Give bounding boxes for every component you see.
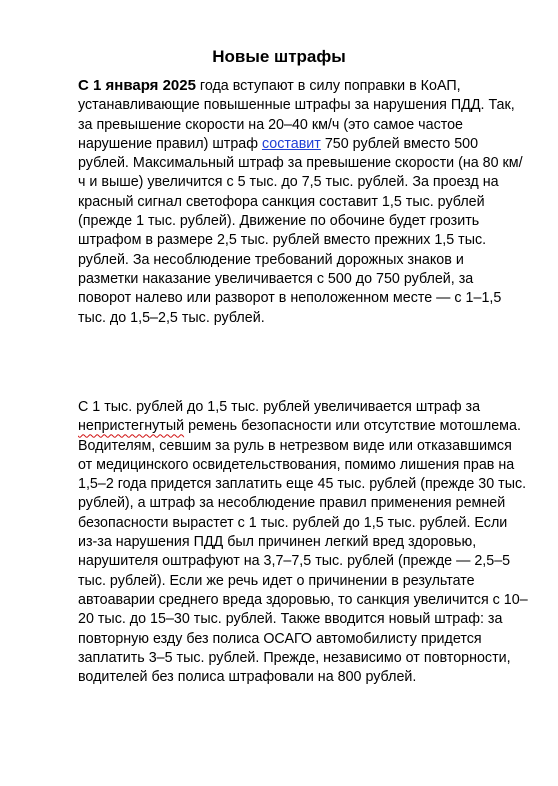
document-title: Новые штрафы [212, 47, 346, 66]
paragraph-1-lead: С 1 января 2025 [78, 77, 196, 94]
sostavit-link[interactable]: составит [261, 135, 321, 152]
paragraph-1 [78, 76, 528, 328]
spellcheck-flagged-word[interactable]: непристегнутый [78, 418, 185, 435]
paragraph-2-text-start: С 1 тыс. рублей до 1,5 тыс. рублей увеличивается штраф за [78, 399, 481, 415]
paragraph-2-text-end: ремень безопасности или отсутствие мотошлема. Водителям, севшим за руль в нетрезвом виде или отказавшимся от медицинского освидетельствования, помимо лишения прав на 1,5–2 года придется заплатить еще 45 тыс. рублей (прежде 30 тыс. рублей), а штраф за несоблюдение правил применения ремней безопасности вырастет с 1 тыс. рублей до 1,5 тыс. рублей. Если из-за нарушения ПДД был причинен легкий вред здоровью, нарушителя оштрафуют на 3,7–7,5 тыс. рублей (прежде — 2,5–5 тыс. рублей). Если же речь идет о причинении в результате автоаварии среднего вреда здоровью, то санкция увеличится с 10–20 тыс. до 15–30 тыс. рублей. Также вводится новый штраф: за повторную езду без полиса ОСАГО автомобилисту придется заплатить 3–5 тыс. рублей. Прежде, независимо от повторности, водителей без полиса штрафовали на 800 рублей. [78, 418, 528, 686]
paragraph-1-text-end: 750 рублей вместо 500 рублей. Максимальный штраф за превышение скорости (на 80 км/ч и выше) увеличится с 5 тыс. до 7,5 тыс. рублей. За проезд на красный сигнал светофора санкция составит 1,5 тыс. рублей (прежде 1 тыс. рублей). Движение по обочине будет грозить штрафом в размере 2,5 тыс. рублей вместо прежних 1,5 тыс. рублей. За несоблюдение требований дорожных знаков и разметки наказание увеличивается с 500 до 750 рублей, за поворот налево или разворот в неположенном месте — с 1–1,5 тыс. до 1,5–2,5 тыс. рублей. [78, 135, 523, 326]
paragraph-2 [78, 398, 528, 687]
paragraph-1-text-start: года вступают в силу поправки в КоАП, устанавливающие повышенные штрафы за нарушения ПДД. Так, за превышение скорости на 20–40 км/ч (это самое частое нарушение правил) штраф [78, 78, 515, 152]
